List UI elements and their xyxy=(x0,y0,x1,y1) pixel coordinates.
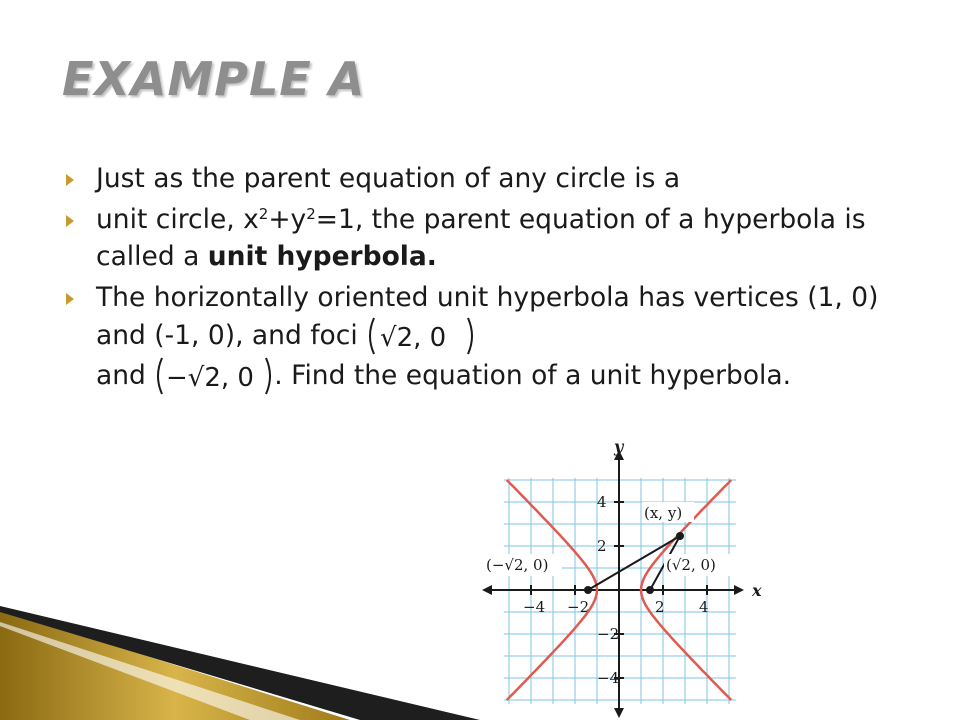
point-label xyxy=(642,502,694,522)
bullet-item-3 xyxy=(62,279,882,396)
hyperbola-point xyxy=(676,532,684,540)
bullet-text: =1, the parent equation of a hyperbola is called a xyxy=(96,204,866,272)
decorative-ribbon xyxy=(0,600,480,720)
bullet-arrow-icon xyxy=(66,215,74,227)
x-tick-label: −4 xyxy=(523,598,546,616)
y-tick-label: −4 xyxy=(597,669,620,687)
bullet-text: Just as the parent equation of any circle is a xyxy=(96,163,681,194)
x-tick-label: −2 xyxy=(567,598,590,616)
focus-2-text: −√2, 0 xyxy=(166,363,255,393)
x-tick-label: 4 xyxy=(699,598,709,616)
slide-title: EXAMPLE A xyxy=(62,52,366,106)
exponent: 2 xyxy=(306,205,316,223)
left-focus-label xyxy=(484,554,562,576)
svg-text:(−√2, 0): (−√2, 0) xyxy=(486,556,549,574)
exponent: 2 xyxy=(258,205,269,223)
y-axis-label: y xyxy=(614,437,624,456)
bullet-item-1 xyxy=(62,160,882,197)
hyperbola-graph xyxy=(474,430,774,720)
left-focus-point xyxy=(584,586,592,594)
y-tick-label: 2 xyxy=(597,537,607,555)
x-axis-left-arrow-icon xyxy=(482,585,492,595)
svg-text:(√2, 0): (√2, 0) xyxy=(666,556,716,574)
bullet-text: +y xyxy=(268,204,307,235)
bullet-item-2 xyxy=(62,201,882,275)
y-axis-bottom-arrow-icon xyxy=(614,708,624,718)
focus-expression-1 xyxy=(366,316,476,356)
bullet-arrow-icon xyxy=(66,174,74,186)
bullet-list xyxy=(62,160,882,400)
bullet-text: The horizontally oriented unit hyperbola has vertices (1, 0) and (-1, 0), and foci xyxy=(96,282,879,351)
focus-expression-2 xyxy=(154,356,274,396)
right-focus-point xyxy=(646,586,654,594)
bullet-text: . Find the equation of a unit hyperbola. xyxy=(274,360,792,391)
bullet-text: and xyxy=(96,360,155,391)
y-tick-label: −2 xyxy=(597,625,620,643)
svg-text:(x, y): (x, y) xyxy=(644,504,683,522)
bullet-arrow-icon xyxy=(66,293,74,305)
focus-1-text: √2, 0 xyxy=(380,323,447,353)
bold-term: unit hyperbola. xyxy=(207,241,437,272)
x-axis-label: x xyxy=(752,581,762,600)
y-tick-label: 4 xyxy=(597,493,607,511)
right-focus-label xyxy=(664,554,736,576)
x-axis-arrow-icon xyxy=(734,585,744,595)
bullet-text: unit circle, x xyxy=(96,204,259,235)
x-tick-label: 2 xyxy=(655,598,665,616)
